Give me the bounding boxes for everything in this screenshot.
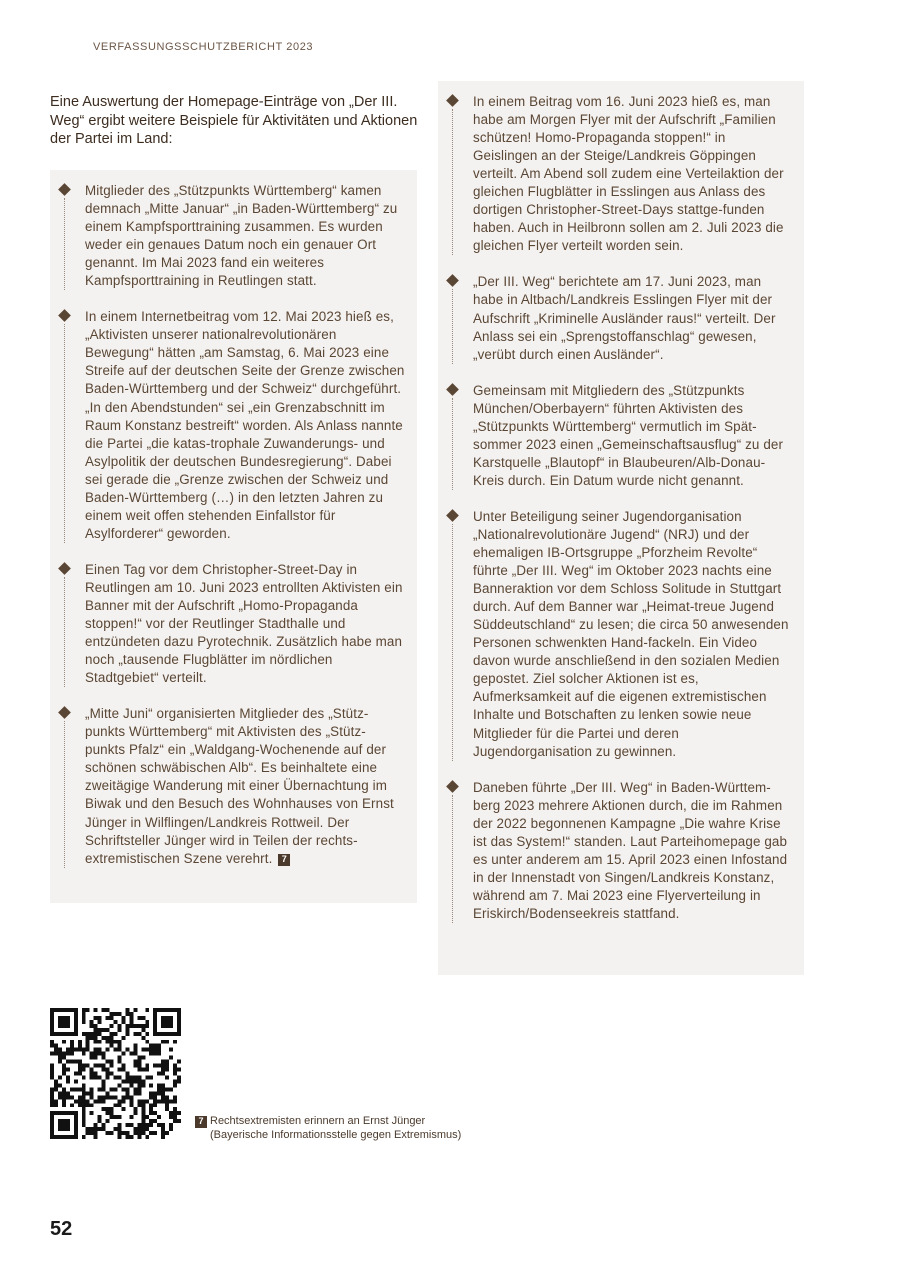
- caption-line-1: [195, 1115, 461, 1129]
- diamond-bullet-icon: [446, 383, 459, 396]
- dotted-line-decoration: [452, 289, 453, 363]
- bullet-item: [438, 779, 804, 923]
- diamond-bullet-icon: [446, 509, 459, 522]
- right-bullet-box: [438, 81, 804, 975]
- bullet-item: [438, 508, 804, 761]
- reference-badge: 7: [195, 1116, 207, 1128]
- dotted-line-decoration: [64, 198, 65, 290]
- bullet-item: [50, 561, 417, 687]
- diamond-bullet-icon: [58, 183, 71, 196]
- caption-source: (Bayerische Informationsstelle gegen Extremismus): [210, 1128, 462, 1141]
- bullet-item: [438, 273, 804, 363]
- reference-badge[interactable]: 7: [278, 854, 290, 866]
- dotted-line-decoration: [452, 398, 453, 490]
- bullet-text: „Mitte Juni“ organisierten Mitglieder des „Stütz-punkts Württemberg“ mit Aktivisten des „Stütz-punkts Pfalz“ ein „Waldgang-Wochenende auf der schönen schwäbischen Alb“. Es beinhaltete eine zweitägige Wanderung mit einer Übernachtung im Biwak und den Besuch des Wohnhauses von Ernst Jünger in Wilflingen/Landkreis Rottweil. Der Schriftsteller Jünger wird in Teilen der rechts-extremistischen Szene verehrt.: [85, 706, 394, 866]
- bullet-text: Gemeinsam mit Mitgliedern des „Stützpunkts München/Oberbayern“ führten Aktivisten des „Stützpunkts Württemberg“ vermutlich im Spät-sommer 2023 einen „Gemeinschaftsausflug“ zu der Karstquelle „Blautopf“ in Blaubeuren/Alb-Donau-Kreis durch. Ein Datum wurde nicht genannt.: [473, 382, 784, 488]
- bullet-item: [50, 308, 417, 543]
- right-bullet-list: [438, 93, 804, 941]
- intro-paragraph: Eine Auswertung der Homepage-Einträge von „Der III. Weg“ ergibt weitere Beispiele für Aktivitäten und Aktionen der Partei im Land:: [50, 94, 418, 147]
- diamond-bullet-icon: [446, 780, 459, 793]
- bullet-item: [50, 705, 417, 867]
- bullet-text: In einem Beitrag vom 16. Juni 2023 hieß es, man habe am Morgen Flyer mit der Aufschrift „Familien schützen! Homo-Propaganda stoppen!“ in Geislingen an der Steige/Landkreis Göppingen verteilt. Am Abend soll zudem eine Verteilaktion der gleichen Flugblätter in Esslingen aus Anlass des dortigen Christopher-Street-Days stattge-funden haben. Auch in Heilbronn sollen am 2. Juli 2023 die gleichen Flyer verteilt worden sein.: [473, 94, 784, 254]
- running-header: VERFASSUNGSSCHUTZBERICHT 2023: [93, 41, 314, 53]
- bullet-text: Mitglieder des „Stützpunkts Württemberg“ kamen demnach „Mitte Januar“ „in Baden-Württemberg“ zu einem Kampfsporttraining zusammen. Es wurden weder ein genaues Datum noch ein genauer Ort genannt. Im Mai 2023 fand ein weiteres Kampfsporttraining in Reutlingen statt.: [85, 183, 398, 289]
- bullet-text: Daneben führte „Der III. Weg“ in Baden-Württem-berg 2023 mehrere Aktionen durch, die im Rahmen der 2022 begonnenen Kampagne „Die wahre Krise ist das System!“ standen. Laut Parteihomepage gab es unter anderem am 15. April 2023 einen Infostand in der Innenstadt von Singen/Landkreis Konstanz, während am 7. Mai 2023 eine Flyerverteilung in Eriskirch/Bodenseekreis stattfand.: [473, 779, 788, 921]
- qr-code-icon[interactable]: [50, 1008, 181, 1139]
- diamond-bullet-icon: [446, 94, 459, 107]
- diamond-bullet-icon: [58, 309, 71, 322]
- bullet-item: [438, 382, 804, 490]
- figure-caption: [195, 1115, 461, 1142]
- diamond-bullet-icon: [446, 275, 459, 288]
- bullet-text: „Der III. Weg“ berichtete am 17. Juni 2023, man habe in Altbach/Landkreis Esslingen Flyer mit der Aufschrift „Kriminelle Ausländer raus!“ verteilt. Der Anlass sei ein „Sprengstoffanschlag“ gewesen, „verübt durch einen Ausländer“.: [473, 274, 776, 362]
- dotted-line-decoration: [64, 324, 65, 543]
- caption-title: Rechtsextremisten erinnern an Ernst Jünger: [210, 1115, 426, 1127]
- dotted-line-decoration: [452, 524, 453, 761]
- page-number: 52: [50, 1218, 73, 1240]
- dotted-line-decoration: [64, 721, 65, 867]
- left-bullet-box: [50, 170, 417, 903]
- dotted-line-decoration: [452, 795, 453, 923]
- bullet-text: Einen Tag vor dem Christopher-Street-Day in Reutlingen am 10. Juni 2023 entrollten Aktivisten ein Banner mit der Aufschrift „Homo-Propaganda stoppen!“ vor der Reutlinger Stadthalle und entzündeten dazu Pyrotechnik. Zusätzlich habe man noch „tausende Flugblätter im nördlichen Stadtgebiet“ verteilt.: [85, 561, 403, 686]
- bullet-text: In einem Internetbeitrag vom 12. Mai 2023 hieß es, „Aktivisten unserer nationalrevolutionären Bewegung“ hätten „am Samstag, 6. Mai 2023 eine Streife auf der deutschen Seite der Grenze zwischen Baden-Württemberg und der Schweiz“ durchgeführt. „In den Abendstunden“ sei „ein Grenzabschnitt im Raum Konstanz bestreift“ worden. Als Anlass nannte die Partei „die katas-trophale Zuwanderungs- und Asylpolitik der deutschen Bundesregierung“. Dabei sei gerade die „Grenze zwischen der Schweiz und Baden-Württemberg (…) in den letzten Jahren zu einem weit offen stehenden Einfallstor für Asylforderer“ geworden.: [85, 309, 405, 541]
- bullet-item: [438, 93, 804, 255]
- dotted-line-decoration: [64, 577, 65, 687]
- bullet-text: Unter Beteiligung seiner Jugendorganisation „Nationalrevolutionäre Jugend“ (NRJ) und der ehemaligen IB-Ortsgruppe „Pforzheim Revolte“ führte „Der III. Weg“ im Oktober 2023 nachts eine Banneraktion vor dem Schloss Solitude in Stuttgart durch. Auf dem Banner war „Heimat-treue Jugend Süddeutschland“ zu lesen; die circa 50 anwesenden Personen schwenkten Hand-fackeln. Ein Video davon wurde anschließend in den sozialen Medien gepostet. Ziel solcher Aktionen ist es, Aufmerksamkeit auf die eigenen extremistischen Inhalte und Botschaften zu lenken sowie neue Mitglieder für die Partei und deren Jugendorganisation zu gewinnen.: [473, 508, 789, 759]
- diamond-bullet-icon: [58, 562, 71, 575]
- left-bullet-list: [50, 182, 417, 886]
- diamond-bullet-icon: [58, 706, 71, 719]
- bullet-item: [50, 182, 417, 290]
- dotted-line-decoration: [452, 109, 453, 255]
